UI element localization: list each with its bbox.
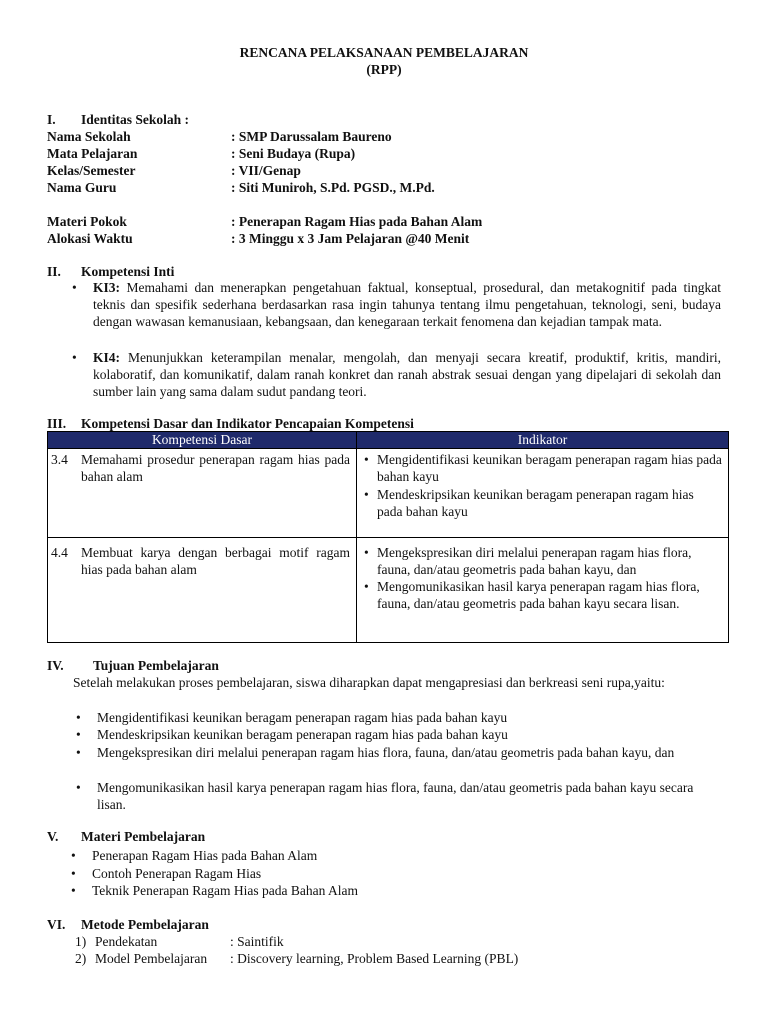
section-materi-heading xyxy=(47,828,205,845)
field-value: : 3 Minggu x 3 Jam Pelajaran @40 Menit xyxy=(231,231,470,246)
metode-number: 1) xyxy=(75,934,87,949)
section-number: I. xyxy=(47,112,56,127)
section-kd-heading xyxy=(47,415,414,432)
section-title: Kompetensi Dasar dan Indikator Pencapaian Kompetensi xyxy=(81,416,414,431)
list-item: • Mendeskripsikan keunikan beragam penerapan ragam hias pada bahan kayu xyxy=(97,726,717,743)
field-label: Alokasi Waktu xyxy=(47,231,133,246)
table-header-row xyxy=(48,432,729,449)
indikator-cell xyxy=(357,538,729,643)
indicator-item: • Mendeskripsikan keunikan beragam penerapan ragam hias pada bahan kayu xyxy=(357,486,722,520)
section-title: Kompetensi Inti xyxy=(81,264,175,279)
kd-indikator-table xyxy=(47,431,729,643)
section-tujuan-heading xyxy=(47,657,219,674)
kd-number: 3.4 xyxy=(51,452,68,467)
tujuan-intro: Setelah melakukan proses pembelajaran, siswa diharapkan dapat mengapresiasi dan berkreasi seni rupa,yaitu: xyxy=(73,675,665,690)
kd-text: Memahami prosedur penerapan ragam hias pada bahan alam xyxy=(81,452,350,484)
ki3-item xyxy=(93,279,721,330)
table-row xyxy=(48,449,729,538)
metode-label: Pendekatan xyxy=(95,934,158,949)
indicator-item: • Mengidentifikasi keunikan beragam penerapan ragam hias pada bahan kayu xyxy=(357,451,722,485)
section-kompetensi-inti-heading xyxy=(47,263,174,280)
field-label: Nama Sekolah xyxy=(47,129,131,144)
column-header-kd: Kompetensi Dasar xyxy=(48,432,357,449)
section-title: Tujuan Pembelajaran xyxy=(93,658,219,673)
section-metode-heading xyxy=(47,916,209,933)
ki4-item xyxy=(93,349,721,400)
ki-key: KI4: xyxy=(93,350,120,365)
field-label: Nama Guru xyxy=(47,180,117,195)
field-value: : Siti Muniroh, S.Pd. PGSD., M.Pd. xyxy=(231,180,435,195)
section-number: V. xyxy=(47,829,59,844)
kd-cell xyxy=(48,538,357,643)
metode-number: 2) xyxy=(75,951,87,966)
section-number: II. xyxy=(47,264,61,279)
metode-label: Model Pembelajaran xyxy=(95,951,208,966)
kd-number: 4.4 xyxy=(51,545,68,560)
field-label: Materi Pokok xyxy=(47,214,127,229)
indicator-item: • Mengekspresikan diri melalui penerapan ragam hias flora, fauna, dan/atau geometris pada bahan kayu, dan xyxy=(357,544,722,578)
section-title: Identitas Sekolah : xyxy=(81,112,190,127)
field-label: Kelas/Semester xyxy=(47,163,136,178)
field-label: Mata Pelajaran xyxy=(47,146,138,161)
kd-text: Membuat karya dengan berbagai motif ragam hias pada bahan alam xyxy=(81,545,350,577)
list-item: • Penerapan Ragam Hias pada Bahan Alam xyxy=(92,847,317,864)
ki-text: Memahami dan menerapkan pengetahuan faktual, konseptual, prosedural, dan metakognitif pada tingkat teknis dan spesifik sederhana berdasarkan rasa ingin tahunya tentang ilmu pengetahuan, teknologi, seni, budaya dengan wawasan kemanusiaan, kebangsaan, dan kenegaraan terkait fenomena dan kejadian tampak mata. xyxy=(93,280,721,329)
section-number: IV. xyxy=(47,658,64,673)
metode-value: : Saintifik xyxy=(230,934,284,949)
list-item: • Mengomunikasikan hasil karya penerapan ragam hias flora, fauna, dan/atau geometris pada bahan kayu secara lisan. xyxy=(97,779,717,813)
section-identitas-heading xyxy=(47,111,189,128)
field-value: : VII/Genap xyxy=(231,163,301,178)
section-number: VI. xyxy=(47,917,66,932)
document-title: RENCANA PELAKSANAAN PEMBELAJARAN xyxy=(239,45,529,60)
section-title: Materi Pembelajaran xyxy=(81,829,206,844)
document-subtitle: (RPP) xyxy=(366,62,402,77)
list-item: • Teknik Penerapan Ragam Hias pada Bahan Alam xyxy=(92,882,358,899)
section-number: III. xyxy=(47,416,67,431)
table-row xyxy=(48,538,729,643)
list-item: • Mengidentifikasi keunikan beragam penerapan ragam hias pada bahan kayu xyxy=(97,709,717,726)
list-item: • Mengekspresikan diri melalui penerapan ragam hias flora, fauna, dan/atau geometris pada bahan kayu, dan xyxy=(97,744,717,761)
ki-text: Menunjukkan keterampilan menalar, mengolah, dan menyaji secara kreatif, produktif, kritis, mandiri, kolaboratif, dan komunikatif, dalam ranah konkret dan ranah abstrak sesuai dengan yang dipelajari di sekolah dan sumber lain yang sama dalam sudut pandang teori. xyxy=(93,350,722,399)
field-value: : Penerapan Ragam Hias pada Bahan Alam xyxy=(231,214,483,229)
indikator-cell xyxy=(357,449,729,538)
field-value: : SMP Darussalam Baureno xyxy=(231,129,392,144)
section-title: Metode Pembelajaran xyxy=(81,917,209,932)
metode-value: : Discovery learning, Problem Based Learning (PBL) xyxy=(230,951,519,966)
indicator-item: • Mengomunikasikan hasil karya penerapan ragam hias flora, fauna, dan/atau geometris pada bahan kayu secara lisan. xyxy=(357,578,722,612)
kd-cell xyxy=(48,449,357,538)
field-value: : Seni Budaya (Rupa) xyxy=(231,146,356,161)
ki-key: KI3: xyxy=(93,280,120,295)
column-header-indikator: Indikator xyxy=(357,432,729,449)
list-item: • Contoh Penerapan Ragam Hias xyxy=(92,865,261,882)
